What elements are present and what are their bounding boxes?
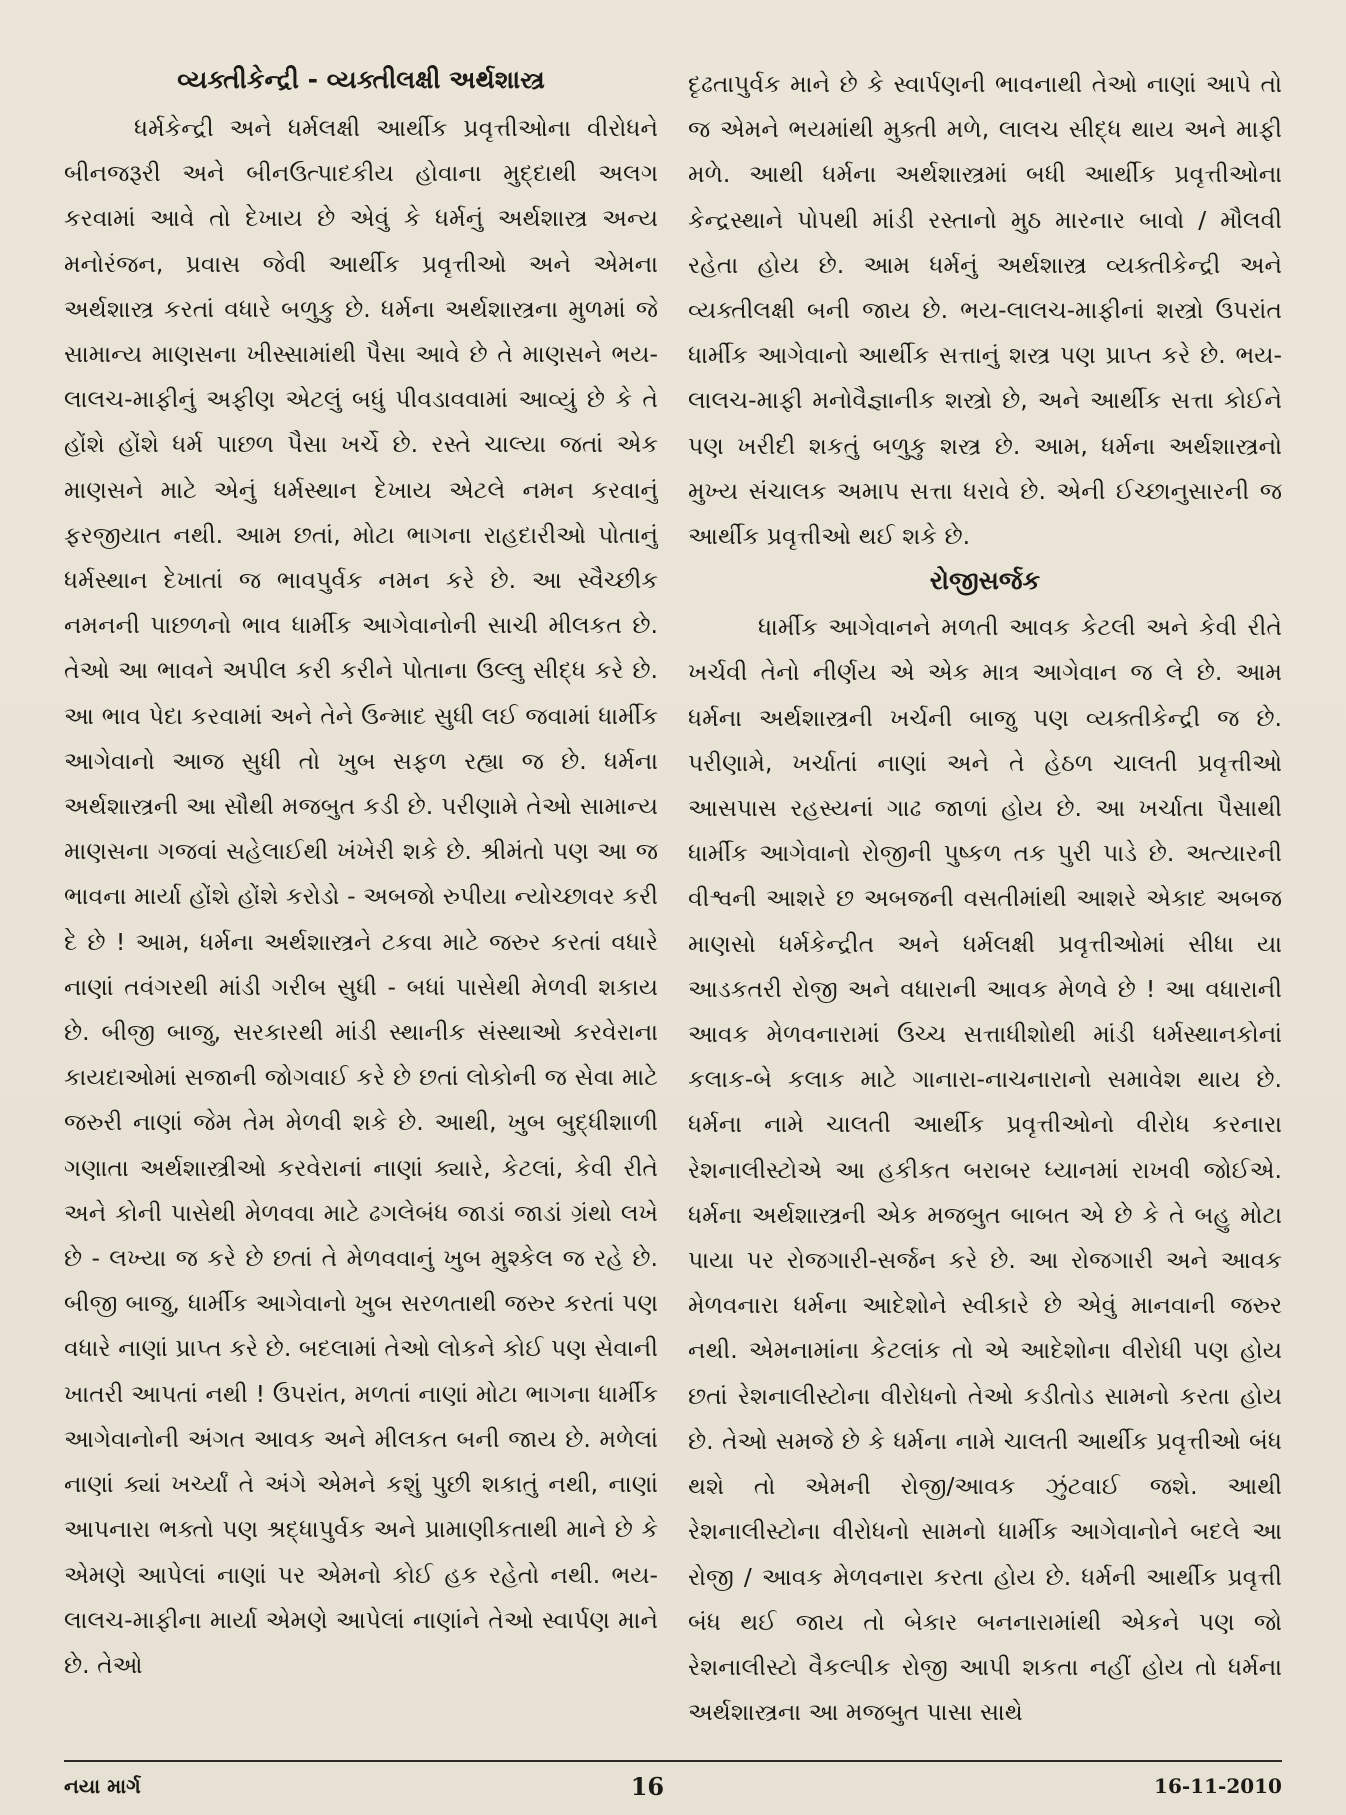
left-column-paragraph: ધર્મકેન્દ્રી અને ધર્મલક્ષી આર્થીક પ્રવૃત્તીઓના વીરોધને બીનજરૂરી અને બીનઉત્પાદકીય હોવાના મુદ્દાથી અલગ કરવામાં આવે તો દેખાય છે એવું કે ધર્મનું અર્થશાસ્ત્ર અન્ય મનોરંજન, પ્રવાસ જેવી આર્થીક પ્રવૃત્તીઓ અને એમના અર્થશાસ્ત્ર કરતાં વધારે બળુકુ છે. ધર્મના અર્થશાસ્ત્રના મુળમાં જે સામાન્ય માણસના ખીસ્સામાંથી પૈસા આવે છે તે માણસને ભય-લાલચ-માફીનું અફીણ એટલું બધું પીવડાવવામાં આવ્યું છે કે તે હોંશે હોંશે ધર્મ પાછળ પૈસા ખર્ચે છે. રસ્તે ચાલ્યા જતાં એક માણસને માટે એનું ધર્મસ્થાન દેખાય એટલે નમન કરવાનું ફરજીયાત નથી. આમ છતાં, મોટા ભાગના રાહદારીઓ પોતાનું ધર્મસ્થાન દેખાતાં જ ભાવપુર્વક નમન કરે છે. આ સ્વૈચ્છીક નમનની પાછળનો ભાવ ધાર્મીક આગેવાનોની સાચી મીલકત છે. તેઓ આ ભાવને અપીલ કરી કરીને પોતાના ઉલ્લુ સીદ્ધ કરે છે. આ ભાવ પેદા કરવામાં અને તેને ઉન્માદ સુધી લઈ જવામાં ધાર્મીક આગેવાનો આજ સુધી તો ખુબ સફળ રહ્યા જ છે. ધર્મના અર્થશાસ્ત્રની આ સૌથી મજબુત કડી છે. પરીણામે તેઓ સામાન્ય માણસના ગજવાં સહેલાઈથી ખંખેરી શકે છે. શ્રીમંતો પણ આ જ ભાવના માર્યા હોંશે હોંશે કરોડો - અબજો રુપીયા ન્યોચ્છાવર કરી દે છે ! આમ, ધર્મના અર્થશાસ્ત્રને ટકવા માટે જરુર કરતાં વધારે નાણાં તવંગરથી માંડી ગરીબ સુધી - બધાં પાસેથી મેળવી શકાય છે. બીજી બાજુ, સરકારથી માંડી સ્થાનીક સંસ્થાઓ કરવેરાના કાયદાઓમાં સજાની જોગવાઈ કરે છે છતાં લોકોની જ સેવા માટે જરુરી નાણાં જેમ તેમ મેળવી શકે છે. આથી, ખુબ બુદ્ધીશાળી ગણાતા અર્થશાસ્ત્રીઓ કરવેરાનાં નાણાં ક્યારે, કેટલાં, કેવી રીતે અને કોની પાસેથી મેળવવા માટે ઢગલેબંધ જાડાં જાડાં ગ્રંથો લખે છે - લખ્યા જ કરે છે છતાં તે મેળવવાનું ખુબ મુશ્કેલ જ રહે છે. બીજી બાજુ, ધાર્મીક આગેવાનો ખુબ સરળતાથી જરુર કરતાં પણ વધારે નાણાં પ્રાપ્ત કરે છે. બદલામાં તેઓ લોકને કોઈ પણ સેવાની ખાતરી આપતાં નથી ! ઉપરાંત, મળતાં નાણાં મોટા ભાગના ધાર્મીક આગેવાનોની અંગત આવક અને મીલકત બની જાય છે. મળેલાં નાણાં ક્યાં ખર્ચ્યાં તે અંગે એમને કશું પુછી શકાતું નથી, નાણાં આપનારા ભક્તો પણ શ્રદ્ધાપુર્વક અને પ્રામાણીકતાથી માને છે કે એમણે આપેલાં નાણાં પર એમનો કોઈ હક રહેતો નથી. ભય-લાલચ-માફીના માર્યા એમણે આપેલાં નાણાંને તેઓ સ્વાર્પણ માને છે. તેઓ (64, 114, 658, 1679)
publication-name: નયા માર્ગ (64, 1774, 141, 1798)
issue-date: 16-11-2010 (1154, 1774, 1282, 1798)
page-footer (64, 1766, 1282, 1806)
right-column-paragraph-1: દૃઢતાપુર્વક માને છે કે સ્વાર્પણની ભાવનાથી તેઓ નાણાં આપે તો જ એમને ભયમાંથી મુક્તી મળે, લાલચ સીદ્ધ થાય અને માફી મળે. આથી ધર્મના અર્થશાસ્ત્રમાં બધી આર્થીક પ્રવૃત્તીઓના કેન્દ્રસ્થાને પોપથી માંડી રસ્તાનો મુઠ મારનાર બાવો / મૌલવી રહેતા હોય છે. આમ ધર્મનું અર્થશાસ્ત્ર વ્યક્તીકેન્દ્રી અને વ્યક્તીલક્ષી બની જાય છે. ભય-લાલચ-માફીનાં શસ્ત્રો ઉપરાંત ધાર્મીક આગેવાનો આર્થીક સત્તાનું શસ્ત્ર પણ પ્રાપ્ત કરે છે. ભય-લાલચ-માફી મનોવૈજ્ઞાનીક શસ્ત્રો છે, અને આર્થીક સત્તા કોઈને પણ ખરીદી શકતું બળુકુ શસ્ત્ર છે. આમ, ધર્મના અર્થશાસ્ત્રનો મુખ્ય સંચાલક અમાપ સત્તા ધરાવે છે. એની ઈચ્છાનુસારની જ આર્થીક પ્રવૃત્તીઓ થઈ શકે છે. (688, 70, 1282, 551)
section-heading-job-creator: રોજીસર્જક (929, 566, 1041, 596)
section-heading-individual-centric: વ્યક્તીકેન્દ્રી - વ્યક્તીલક્ષી અર્થશાસ્ત્ર (177, 65, 545, 94)
footer-divider (64, 1760, 1282, 1762)
article-columns (64, 62, 1282, 1727)
left-column (64, 62, 658, 1727)
page-number: 16 (630, 1771, 665, 1801)
right-column (688, 62, 1282, 1727)
right-column-paragraph-2: ધાર્મીક આગેવાનને મળતી આવક કેટલી અને કેવી રીતે ખર્ચવી તેનો નીર્ણય એ એક માત્ર આગેવાન જ લે છે. આમ ધર્મના અર્થશાસ્ત્રની ખર્ચની બાજુ પણ વ્યક્તીકેન્દ્રી જ છે. પરીણામે, ખર્ચાતાં નાણાં અને તે હેઠળ ચાલતી પ્રવૃત્તીઓ આસપાસ રહસ્યનાં ગાઢ જાળાં હોય છે. આ ખર્ચાતા પૈસાથી ધાર્મીક આગેવાનો રોજીની પુષ્કળ તક પુરી પાડે છે. અત્યારની વીશ્વની આશરે છ અબજની વસતીમાંથી આશરે એકાદ અબજ માણસો ધર્મકેન્દ્રીત અને ધર્મલક્ષી પ્રવૃત્તીઓમાં સીધા યા આડકતરી રોજી અને વધારાની આવક મેળવે છે ! આ વધારાની આવક મેળવનારામાં ઉચ્ચ સત્તાધીશોથી માંડી ધર્મસ્થાનકોનાં કલાક-બે કલાક માટે ગાનારા-નાચનારાનો સમાવેશ થાય છે. ધર્મના નામે ચાલતી આર્થીક પ્રવૃત્તીઓનો વીરોધ કરનારા રેશનાલીસ્ટોએ આ હકીકત બરાબર ધ્યાનમાં રાખવી જોઈએ. ધર્મના અર્થશાસ્ત્રની એક મજબુત બાબત એ છે કે તે બહુ મોટા પાયા પર રોજગારી-સર્જન કરે છે. આ રોજગારી અને આવક મેળવનારા ધર્મના આદેશોને સ્વીકારે છે એવું માનવાની જરુર નથી. એમનામાંના કેટલાંક તો એ આદેશોના વીરોધી પણ હોય છતાં રેશનાલીસ્ટોના વીરોધનો તેઓ કડીતોડ સામનો કરતા હોય છે. તેઓ સમજે છે કે ધર્મના નામે ચાલતી આર્થીક પ્રવૃત્તીઓ બંધ થશે તો એમની રોજી/આવક ઝુંટવાઈ જશે. આથી રેશનાલીસ્ટોના વીરોધનો સામનો ધાર્મીક આગેવાનોને બદલે આ રોજી / આવક મેળવનારા કરતા હોય છે. ધર્મની આર્થીક પ્રવૃત્તી બંધ થઈ જાય તો બેકાર બનનારામાંથી એકને પણ જો રેશનાલીસ્ટો વૈકલ્પીક રોજી આપી શકતા નહીં હોય તો ધર્મના અર્થશાસ્ત્રના આ મજબુત પાસા સાથે (688, 613, 1282, 1727)
